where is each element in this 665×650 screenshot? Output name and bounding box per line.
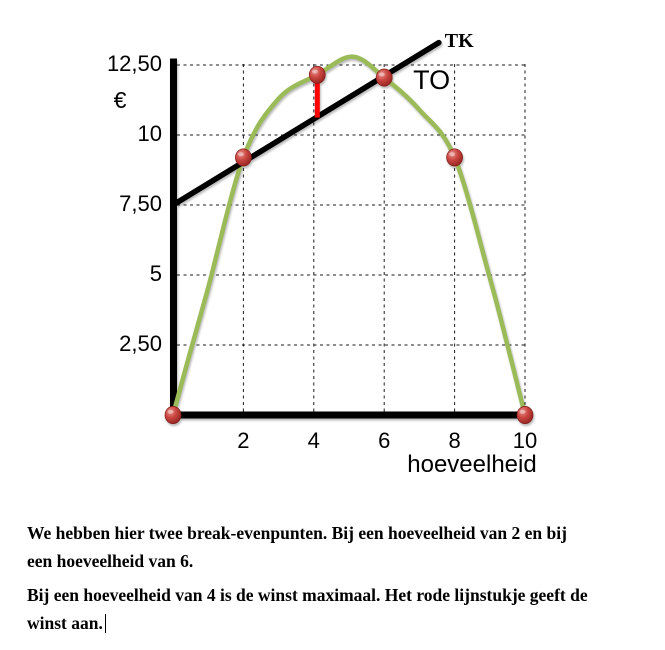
caption-line-2: een hoeveelheid van 6. xyxy=(27,551,194,571)
x-tick-label: 8 xyxy=(448,428,461,453)
x-tick-label: 10 xyxy=(512,428,538,453)
data-point-highlight xyxy=(520,410,526,414)
data-point xyxy=(447,149,463,166)
data-point-highlight xyxy=(168,410,174,414)
data-point xyxy=(376,69,392,86)
data-point xyxy=(235,149,251,166)
caption-line-4-text: winst aan. xyxy=(27,613,103,633)
paragraph-max-winst[interactable] xyxy=(27,581,659,637)
caption-line-4 xyxy=(27,609,659,637)
y-tick-label: 12,50 xyxy=(106,51,162,76)
text-cursor xyxy=(105,614,107,633)
y-axis-unit-label: € xyxy=(113,87,127,113)
data-point xyxy=(517,406,533,423)
y-tick-label: 10 xyxy=(137,121,162,146)
x-tick-label: 6 xyxy=(378,428,391,453)
data-point xyxy=(309,66,325,83)
data-point-highlight xyxy=(379,72,385,76)
y-tick-label: 7,50 xyxy=(119,191,162,216)
data-point-highlight xyxy=(238,152,244,156)
caption-text[interactable] xyxy=(27,519,659,643)
x-tick-label: 4 xyxy=(307,428,320,453)
caption-line-3: Bij een hoeveelheid van 4 is de winst maximaal. Het rode lijnstukje geeft de xyxy=(27,585,588,605)
tk-cost-line xyxy=(173,43,439,205)
y-tick-label: 2,50 xyxy=(119,331,162,356)
data-point-highlight xyxy=(449,152,455,156)
y-tick-label: 5 xyxy=(149,261,162,286)
gridlines xyxy=(177,64,526,415)
x-tick-label: 2 xyxy=(237,428,250,453)
to-revenue-curve xyxy=(173,57,525,415)
data-point-highlight xyxy=(312,70,318,74)
tk-series-label: TK xyxy=(444,29,474,52)
paragraph-break-even[interactable] xyxy=(27,519,659,575)
data-point xyxy=(165,406,181,423)
x-axis-title: hoeveelheid xyxy=(407,451,537,478)
caption-line-1: We hebben hier twee break-evenpunten. Bij een hoeveelheid van 2 en bij xyxy=(27,523,567,543)
to-series-label: TO xyxy=(413,65,451,96)
